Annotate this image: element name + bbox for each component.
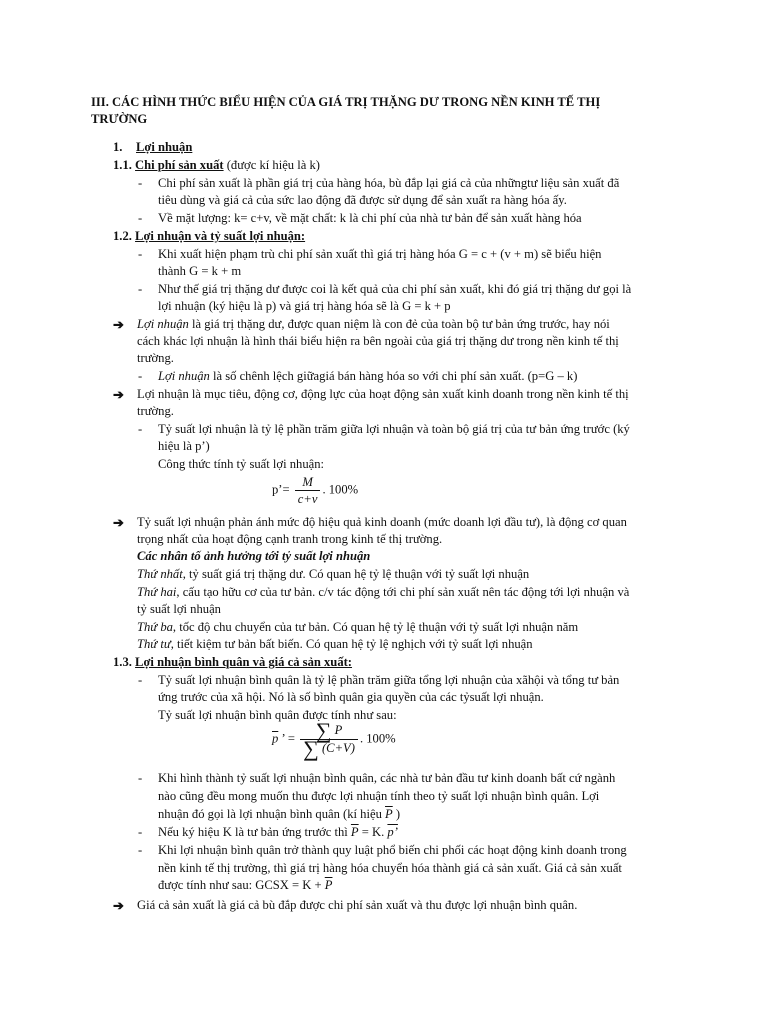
paragraph-line <box>137 316 610 333</box>
formula-rhs: . 100% <box>359 731 396 746</box>
paragraph-line: thành G = k + m <box>158 264 242 278</box>
heading-note: (được kí hiệu là k) <box>223 158 320 172</box>
paragraph-line: hiệu là p’) <box>158 439 210 453</box>
factor-line <box>137 566 529 583</box>
text: là giá trị thặng dư, được quan niệm là con đẻ của toàn bộ tư bản ứng trước, hay nói <box>188 317 610 331</box>
formula-p-bar: $\overline{p}$ <box>272 731 279 746</box>
paragraph-line: trọng nhất của hoạt động cạnh tranh trong kinh tế thị trường. <box>137 532 443 546</box>
paragraph-line <box>158 877 332 894</box>
profit-rate-formula <box>272 474 358 507</box>
arrow-bullet-icon: ➔ <box>113 387 124 402</box>
paragraph-line: trường. <box>137 404 174 418</box>
factor-line <box>137 584 629 601</box>
paragraph-line: Tỷ suất lợi nhuận là tỷ lệ phần trăm giữa lợi nhuận và toàn bộ giá trị của tư bản ứng trước (ký <box>158 422 630 436</box>
heading-1-2 <box>113 228 305 245</box>
p-bar-symbol: $\overline{P}$ <box>324 878 333 892</box>
paragraph-line <box>158 824 398 841</box>
italic-term: Lợi nhuận <box>137 317 189 331</box>
text: là số chênh lệch giữagiá bán hàng hóa so với chi phí sản xuất. (p=G – k) <box>209 369 578 383</box>
heading-title: Lợi nhuận và tỷ suất lợi nhuận: <box>135 229 306 243</box>
numerator-var: P <box>334 723 343 737</box>
factor-line <box>137 636 533 653</box>
heading-title: Lợi nhuận bình quân và giá cả sản xuất: <box>135 655 353 669</box>
paragraph-line: nào cũng đều mong muốn thu được lợi nhuận tính theo tỷ suất lợi nhuận bình quân. Lợi <box>158 789 600 803</box>
paragraph-line: Công thức tính tỷ suất lợi nhuận: <box>158 457 325 471</box>
dash-bullet: - <box>138 282 143 296</box>
dash-bullet: - <box>138 247 143 261</box>
arrow-bullet-icon: ➔ <box>113 317 124 332</box>
text: , tốc độ chu chuyển của tư bản. Có quan hệ tỷ lệ thuận với tỷ suất lợi nhuận năm <box>172 620 579 634</box>
factor-line: tỷ suất lợi nhuận <box>137 602 221 616</box>
text: , cấu tạo hữu cơ của tư bản. c/v tác động tới chi phí sản xuất nên tác động tới lợi nhuận và <box>176 585 630 599</box>
italic-term: Thứ ba <box>137 620 173 634</box>
section-heading-line2: TRƯỜNG <box>91 112 148 126</box>
text: được tính như sau: GCSX = K + <box>158 878 325 892</box>
sum-symbol: ∑ <box>315 718 332 744</box>
paragraph-line: lợi nhuận (ký hiệu là p) và giá trị hàng hóa sẽ là G = k + p <box>158 299 451 313</box>
paragraph-line: Như thế giá trị thặng dư được coi là kết quả của chi phí sản xuất, khi đó giá trị thặng dư gọi là <box>158 282 632 296</box>
heading-1-1 <box>113 157 320 174</box>
text: , tiết kiệm tư bản bất biến. Có quan hệ tỷ lệ nghịch với tỷ suất lợi nhuận <box>170 637 533 651</box>
factors-title: Các nhân tố ảnh hưởng tới tỷ suất lợi nhuận <box>137 549 371 563</box>
p-bar-prime-symbol: p’ <box>387 825 398 839</box>
formula-rhs: . 100% <box>322 482 359 497</box>
dash-bullet: - <box>138 673 143 687</box>
fraction-numerator: M <box>295 474 321 491</box>
text: = K. <box>358 825 388 839</box>
paragraph-line: Tỷ suất lợi nhuận bình quân là tỷ lệ phần trăm giữa tổng lợi nhuận của xãhội và tổng tư bản <box>158 673 620 687</box>
italic-term: Thứ hai <box>137 585 177 599</box>
paragraph-line: trường. <box>137 351 174 365</box>
paragraph-line: nền kinh tế thị trường, thì giá trị hàng hóa chuyển hóa thành giá cả sản xuất. Giá cả sản xuất <box>158 861 622 875</box>
p-bar-symbol: $\overline{P}$ <box>385 807 393 821</box>
italic-term: Lợi nhuận <box>158 369 210 383</box>
formula-fraction <box>300 718 358 762</box>
heading-title: Chi phí sản xuất <box>135 158 224 172</box>
subsection-title: Lợi nhuận <box>136 140 193 154</box>
denominator-expr: (C+V) <box>321 741 355 756</box>
paragraph-line: Khi xuất hiện phạm trù chi phí sản xuất thì giá trị hàng hóa G = c + (v + m) sẽ biểu hiện <box>158 247 602 261</box>
factor-line <box>137 619 578 636</box>
dash-bullet: - <box>138 422 143 436</box>
fraction-denominator: c+v <box>297 492 318 506</box>
dash-bullet: - <box>138 211 143 225</box>
p-bar-symbol: $\overline{P}$ <box>350 825 359 839</box>
text: nhuận đó gọi là lợi nhuận bình quân (kí hiệu <box>158 807 386 821</box>
heading-number: 1.3. <box>113 655 132 669</box>
arrow-bullet-icon: ➔ <box>113 515 124 530</box>
paragraph-line: Giá cả sản xuất là giá cả bù đắp được chi phí sản xuất và thu được lợi nhuận bình quân. <box>137 898 578 912</box>
sum-symbol: ∑ <box>303 736 319 762</box>
paragraph-line: ứng trước của xã hội. Nó là số bình quân gia quyền của các tỷsuất lợi nhuận. <box>158 690 544 704</box>
formula-lhs: p’= <box>272 482 290 497</box>
section-heading-line1: III. CÁC HÌNH THỨC BIỂU HIỆN CỦA GIÁ TRỊ THẶNG DƯ TRONG NỀN KINH TẾ THỊ <box>91 95 601 109</box>
italic-term: Thứ nhất <box>137 567 183 581</box>
paragraph-line: Tỷ suất lợi nhuận bình quân được tính như sau: <box>158 708 397 722</box>
paragraph-line: cách khác lợi nhuận là hình thái biểu hiện ra bên ngoài của giá trị thặng dư trong nền kinh tế thị <box>137 334 619 348</box>
paragraph-line: Chi phí sản xuất là phần giá trị của hàng hóa, bù đắp lại giá cả của nhữngtư liệu sản xuất đã <box>158 176 620 190</box>
subsection-number: 1. <box>113 140 123 154</box>
average-profit-rate-formula <box>272 718 396 762</box>
italic-term: Thứ tư <box>137 637 171 651</box>
paragraph-line: tiêu dùng và giá cả của sức lao động đã được sử dụng để sản xuất ra hàng hóa ấy. <box>158 193 567 207</box>
text: , tỷ suất giá trị thặng dư. Có quan hệ tỷ lệ thuận với tỷ suất lợi nhuận <box>182 567 530 581</box>
paragraph-line <box>158 806 400 823</box>
paragraph-line: Khi hình thành tỷ suất lợi nhuận bình quân, các nhà tư bản đầu tư kinh doanh bất cứ ngành <box>158 771 616 785</box>
arrow-bullet-icon: ➔ <box>113 898 124 913</box>
dash-bullet: - <box>138 176 143 190</box>
formula-lhs: ’ = <box>278 731 295 746</box>
fraction-denominator <box>300 736 358 762</box>
dash-bullet: - <box>138 825 143 839</box>
paragraph-line: Khi lợi nhuận bình quân trở thành quy luật phổ biến chi phối các hoạt động kinh doanh trong <box>158 843 627 857</box>
paragraph-line: Về mặt lượng: k= c+v, về mặt chất: k là chi phí của nhà tư bản để sản xuất hàng hóa <box>158 211 582 225</box>
dash-bullet: - <box>138 843 143 857</box>
dash-bullet: - <box>138 369 143 383</box>
heading-number: 1.1. <box>113 158 132 172</box>
heading-number: 1.2. <box>113 229 132 243</box>
dash-bullet: - <box>138 771 143 785</box>
heading-1-3 <box>113 654 352 671</box>
text: Nếu ký hiệu K là tư bản ứng trước thì <box>158 825 351 839</box>
text: ) <box>392 807 401 821</box>
paragraph-line <box>158 368 577 385</box>
formula-fraction <box>295 474 321 507</box>
paragraph-line: Lợi nhuận là mục tiêu, động cơ, động lực của hoạt động sản xuất kinh doanh trong nền kinh tế thị <box>137 387 629 401</box>
paragraph-line: Tỷ suất lợi nhuận phản ánh mức độ hiệu quả kinh doanh (mức doanh lợi đầu tư), là động cơ quan <box>137 515 627 529</box>
